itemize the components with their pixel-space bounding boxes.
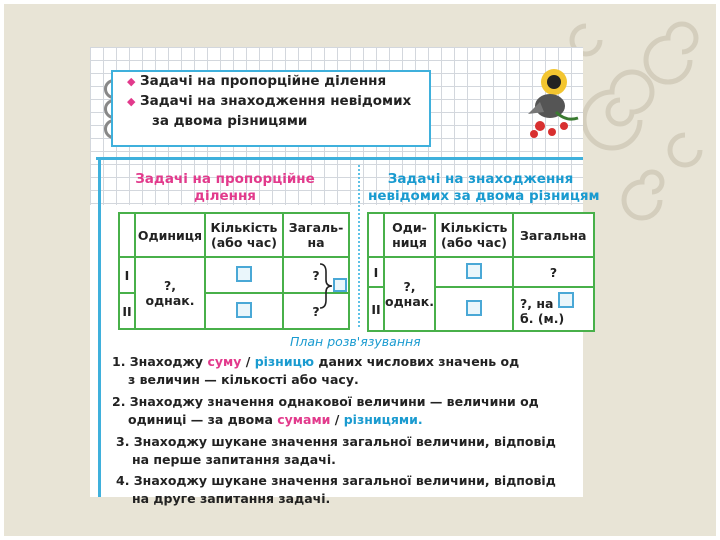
unit-value-line-2: однак. (145, 293, 195, 308)
right-table (367, 212, 595, 332)
blank-box-icon (558, 292, 574, 308)
unit-value-cell (135, 257, 205, 329)
total-cell: ? (513, 257, 594, 287)
blank-box-icon (466, 263, 482, 279)
unit-value-line-1: ?, (403, 279, 416, 294)
brace-icon (316, 260, 350, 310)
header-quantity-line-1: Кількість (210, 220, 278, 235)
total-cell (513, 287, 594, 331)
blank-box-icon (466, 300, 482, 316)
diamond-bullet-icon: ◆ (127, 75, 136, 88)
row-label: II (368, 287, 384, 331)
quantity-cell (435, 287, 513, 331)
header-total (283, 213, 349, 257)
total-line-1 (520, 292, 593, 311)
header-quantity-line-1: Кількість (440, 220, 508, 235)
topic-line-2: Задачі на знаходження невідомих (140, 93, 412, 109)
step-1-line-1 (112, 354, 519, 370)
total-mark: ? (312, 303, 320, 319)
step-1-difference: різницю (254, 354, 314, 369)
right-section-title (368, 171, 600, 205)
topic-line-3: за двома різницями (152, 113, 308, 129)
row-label: I (119, 257, 135, 293)
divider-line (96, 157, 583, 160)
left-title-line-1: Задачі на пропорційне (135, 171, 315, 187)
unit-value-cell (384, 257, 435, 331)
plan-title: План розв'язування (290, 334, 421, 349)
quantity-cell (205, 293, 283, 329)
unit-value-line-2: однак. (385, 294, 434, 309)
header-total-line-1: Загаль- (288, 220, 344, 235)
margin-line (98, 157, 101, 497)
step-4-line-1: 4. Знаходжу шукане значення загальної величини, відповід (116, 473, 556, 488)
step-1-sum: суму (207, 354, 242, 369)
left-title-line-2: ділення (194, 188, 256, 204)
unit-value-line-1: ?, (164, 278, 176, 293)
header-unit-line-2: ниця (392, 235, 427, 250)
step-2-line-1: 2. Знаходжу значення однакової величини — величини од (112, 394, 539, 409)
header-quantity-line-2: (або час) (211, 235, 277, 250)
step-2-line-2 (128, 412, 423, 428)
total-line-2: б. (м.) (520, 311, 565, 326)
step-4-line-2: на друге запитання задачі. (132, 491, 331, 506)
blank-box-icon (236, 266, 252, 282)
quantity-cell (205, 257, 283, 293)
header-total-line-2: на (307, 235, 325, 250)
step-2-differences: різницями. (343, 412, 423, 427)
section-separator (358, 165, 360, 327)
header-total: Загальна (513, 213, 594, 257)
step-1-text: 1. Знаходжу (112, 354, 204, 369)
left-section-title (120, 171, 330, 205)
textbook-page (90, 47, 600, 506)
header-quantity (205, 213, 283, 257)
topic-line-1: Задачі на пропорційне ділення (140, 73, 387, 89)
step-3-line-2: на перше запитання задачі. (132, 452, 336, 467)
header-unit (384, 213, 435, 257)
header-quantity (435, 213, 513, 257)
total-line-1-text: ?, на (520, 296, 554, 311)
table-corner-cell (368, 213, 384, 257)
step-1-slash: / (245, 354, 251, 369)
step-2-sums: сумами (277, 412, 331, 427)
right-title-line-1: Задачі на знаходження (387, 171, 574, 187)
bird-illustration-icon (526, 62, 584, 142)
right-title-line-2: невідомих за двома різницям (368, 188, 600, 204)
blank-box-icon (236, 302, 252, 318)
step-1-line-2: з величин — кількості або часу. (128, 372, 359, 387)
row-label: II (119, 293, 135, 329)
step-3-line-1: 3. Знаходжу шукане значення загальної величини, відповід (116, 434, 556, 449)
step-2-text: одиниці — за двома (128, 412, 273, 427)
header-unit-line-1: Оди- (392, 220, 427, 235)
quantity-cell (435, 257, 513, 287)
step-2-slash: / (334, 412, 340, 427)
diamond-bullet-icon: ◆ (127, 95, 136, 108)
step-1-rest: даних числових значень од (318, 354, 520, 369)
header-quantity-line-2: (або час) (441, 235, 507, 250)
row-label: I (368, 257, 384, 287)
table-corner-cell (119, 213, 135, 257)
header-unit: Одиниця (135, 213, 205, 257)
total-mark: ? (312, 267, 320, 283)
